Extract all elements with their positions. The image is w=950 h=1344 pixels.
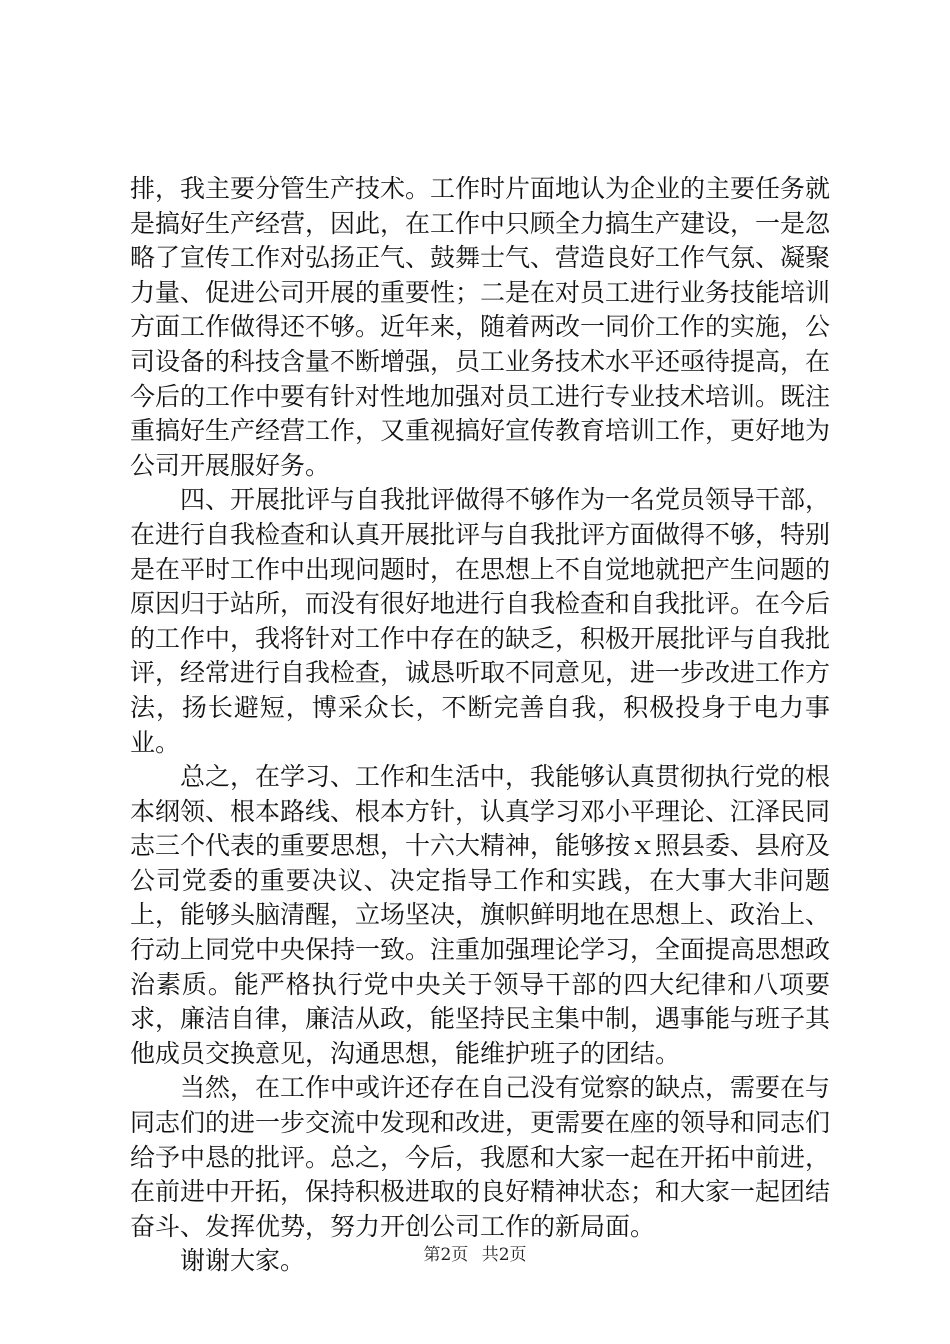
document-body (130, 172, 830, 1279)
paragraph-2: 四、开展批评与自我批评做得不够作为一名党员领导干部，在进行自我检查和认真开展批评与自我批评方面做得不够，特别是在平时工作中出现问题时，在思想上不自觉地就把产生问题的原因归于站所，而没有很好地进行自我检查和自我批评。在今后的工作中，我将针对工作中存在的缺乏，积极开展批评与自我批评，经常进行自我检查，诚恳听取不同意见，进一步改进工作方法，扬长避短，博采众长，不断完善自我，积极投身于电力事业。 (130, 485, 831, 757)
paragraph-4: 当然，在工作中或许还存在自己没有觉察的缺点，需要在与同志们的进一步交流中发现和改进，更需要在座的领导和同志们给予中恳的批评。总之，今后，我愿和大家一起在开拓中前进，在前进中开拓，保持积极进取的良好精神状态；和大家一起团结奋斗、发挥优势，努力开创公司工作的新局面。 (130, 1073, 831, 1241)
paragraph-5: 谢谢大家。 (180, 1246, 306, 1276)
page-total: 共2页 (481, 1245, 527, 1265)
page-footer (0, 1244, 950, 1266)
paragraph-1: 排，我主要分管生产技术。工作时片面地认为企业的主要任务就是搞好生产经营，因此，在工作中只顾全力搞生产建设，一是忽略了宣传工作对弘扬正气、鼓舞士气、营造良好工作气氛、凝聚力量、促进公司开展的重要性；二是在对员工进行业务技能培训方面工作做得还不够。近年来，随着两改一同价工作的实施，公司设备的科技含量不断增强，员工业务技术水平还亟待提高，在今后的工作中要有针对性地加强对员工进行专业技术培训。既注重搞好生产经营工作，又重视搞好宣传教育培训工作，更好地为公司开展服好务。 (130, 174, 831, 480)
paragraph-3: 总之，在学习、工作和生活中，我能够认真贯彻执行党的根本纲领、根本路线、根本方针，认真学习邓小平理论、江泽民同志三个代表的重要思想，十六大精神，能够按ｘ照县委、县府及公司党委的重要决议、决定指导工作和实践，在大事大非问题上，能够头脑清醒，立场坚决，旗帜鲜明地在思想上、政治上、行动上同党中央保持一致。注重加强理论学习，全面提高思想政治素质。能严格执行党中央关于领导干部的四大纪律和八项要求，廉洁自律，廉洁从政，能坚持民主集中制，遇事能与班子其他成员交换意见，沟通思想，能维护班子的团结。 (130, 762, 831, 1068)
page-number: 第2页 (423, 1245, 469, 1265)
